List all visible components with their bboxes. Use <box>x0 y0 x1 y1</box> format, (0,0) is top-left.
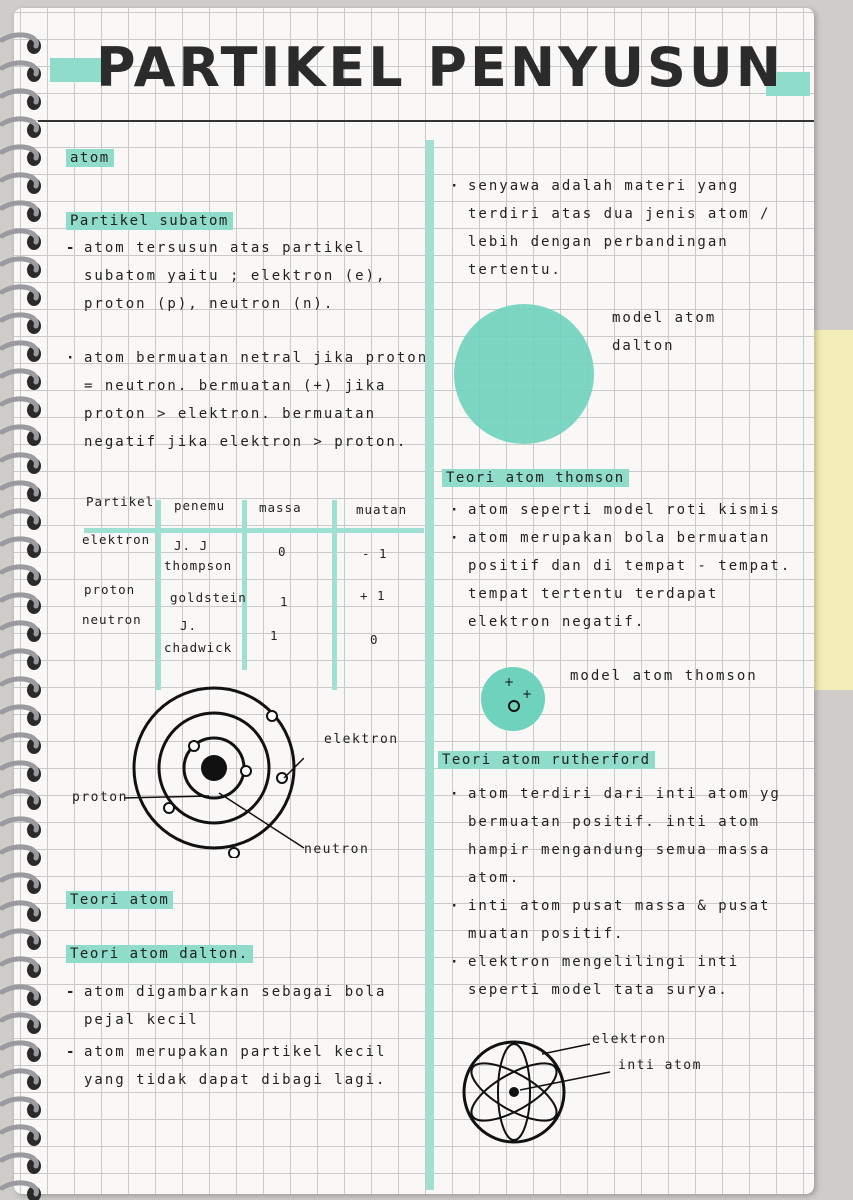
table-cell: chadwick <box>164 640 233 655</box>
teori-atom-heading-text: Teori atom <box>66 891 173 909</box>
label-elektron: elektron <box>324 732 399 747</box>
table-cell: - 1 <box>362 546 388 561</box>
label-neutron: neutron <box>304 842 370 857</box>
list-item: · atom seperti model roti kismis <box>446 496 808 524</box>
rutherford-model <box>462 1028 622 1158</box>
table-cell: J. <box>180 618 198 633</box>
table-cell: 1 <box>270 628 279 643</box>
table-cell: J. J <box>174 538 209 553</box>
list-item: - atom digambarkan sebagai bola pejal kecil <box>62 978 402 1034</box>
list-item: · atom terdiri dari inti atom yg bermuatan positif. inti atom hampir mengandung semua massa atom. <box>446 780 808 892</box>
page-title: PARTIKEL PENYUSUN <box>96 36 784 99</box>
thomson-list <box>446 496 808 636</box>
thomson-heading-text: Teori atom thomson <box>442 469 629 487</box>
electron-dot <box>189 741 199 751</box>
dalton-heading-text: Teori atom dalton. <box>66 945 253 963</box>
rutherford-label-inti: inti atom <box>618 1058 702 1073</box>
diagram-pointers <box>114 778 334 858</box>
title-underline <box>38 120 814 122</box>
table-cell: thompson <box>164 558 233 573</box>
list-item: · atom merupakan bola bermuatan positif dan di tempat - tempat. tempat tertentu terdapat elektron negatif. <box>446 524 808 636</box>
atom-heading-text: atom <box>66 149 114 167</box>
notebook-page <box>14 8 814 1194</box>
dalton-heading <box>66 946 253 962</box>
spiral-binding <box>0 0 46 1200</box>
charge-list <box>62 344 432 456</box>
list-item: · atom bermuatan netral jika proton = neutron. bermuatan (+) jika proton > elektron. bermuatan negatif jika elektron > proton. <box>62 344 432 456</box>
table-cell: elektron <box>82 532 151 547</box>
thomson-heading <box>442 470 629 486</box>
table-header: massa <box>259 500 302 515</box>
rutherford-heading-text: Teori atom rutherford <box>438 751 655 769</box>
list-item: - atom merupakan partikel kecil yang tidak dapat dibagi lagi. <box>62 1038 402 1094</box>
list-item: · elektron mengelilingi inti seperti model tata surya. <box>446 948 808 1004</box>
rutherford-label-elektron: elektron <box>592 1032 667 1047</box>
senyawa-list <box>446 172 806 284</box>
pointer-line <box>124 796 209 798</box>
table-header: penemu <box>174 498 226 513</box>
thomson-model-label: model atom thomson <box>570 668 758 684</box>
table-cell: 0 <box>370 632 379 647</box>
subatom-list <box>62 234 432 318</box>
electron-dot <box>267 711 277 721</box>
teori-atom-heading <box>66 892 173 908</box>
table-cell: proton <box>84 582 136 597</box>
table-cell: 0 <box>278 544 287 559</box>
table-cell: + 1 <box>360 588 386 603</box>
thomson-model-ball <box>478 664 548 734</box>
table-line <box>156 500 161 690</box>
table-line <box>242 500 247 670</box>
dalton-ball <box>454 304 594 444</box>
rutherford-nucleus <box>509 1087 519 1097</box>
list-item: · senyawa adalah materi yang terdiri atas dua jenis atom / lebih dengan perbandingan tertentu. <box>446 172 806 284</box>
table-header: Partikel <box>86 494 155 509</box>
rutherford-list <box>446 780 808 1004</box>
subatom-heading <box>66 213 233 229</box>
electron-dot <box>241 766 251 776</box>
table-header: muatan <box>356 502 408 517</box>
list-item: · inti atom pusat massa & pusat muatan positif. <box>446 892 808 948</box>
plus-sign: + <box>504 675 515 689</box>
plus-sign: + <box>522 687 533 701</box>
subatom-heading-text: Partikel subatom <box>66 212 233 230</box>
dalton-model-ball <box>450 300 600 450</box>
rutherford-heading <box>438 752 655 768</box>
table-cell: 1 <box>280 594 289 609</box>
table-cell: neutron <box>82 612 142 627</box>
pointer-line <box>542 1044 590 1054</box>
label-proton: proton <box>72 790 128 805</box>
atom-heading <box>66 150 114 166</box>
table-cell: goldstein <box>170 590 247 605</box>
table-line <box>332 500 337 690</box>
list-item: - atom tersusun atas partikel subatom yaitu ; elektron (e), proton (p), neutron (n). <box>62 234 432 318</box>
dalton-list <box>62 978 402 1094</box>
pointer-line <box>219 793 304 848</box>
dalton-model-label: model atom dalton <box>612 310 717 354</box>
